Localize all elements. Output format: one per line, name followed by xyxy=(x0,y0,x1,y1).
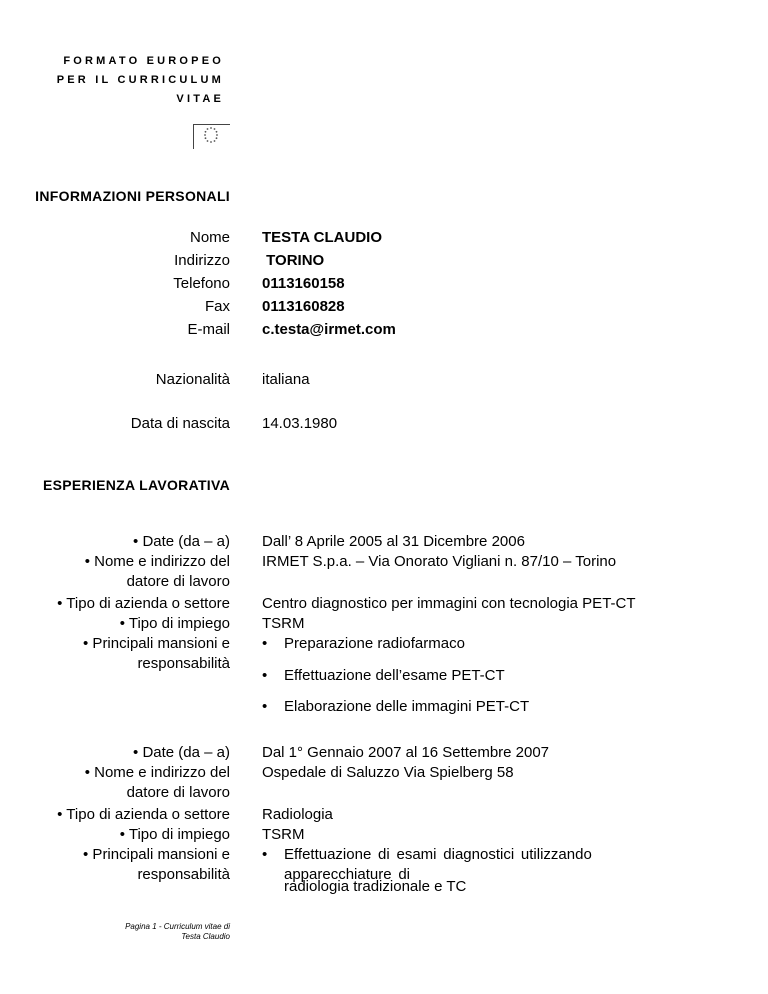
entry1-sector: Centro diagnostico per immagini con tecnologia PET-CT xyxy=(262,595,636,612)
label-employer-1a: • Nome e indirizzo del xyxy=(84,553,230,570)
label-address: Indirizzo xyxy=(174,252,230,269)
entry2-sector: Radiologia xyxy=(262,806,333,823)
entry1-duty-1: Preparazione radiofarmaco xyxy=(284,635,465,652)
label-date-2: • Date (da – a) xyxy=(133,744,230,761)
list-item xyxy=(262,634,702,654)
cv-format-title-line2: PER IL CURRICULUM xyxy=(56,74,224,86)
cv-format-title-line1: FORMATO EUROPEO xyxy=(63,55,224,67)
section-title-experience xyxy=(43,477,230,493)
value-birth-date: 14.03.1980 xyxy=(262,415,338,432)
value-name: TESTA CLAUDIO xyxy=(262,229,382,246)
label-job-type-2: • Tipo di impiego xyxy=(119,826,230,843)
bullet-icon: • xyxy=(262,667,268,684)
label-duties-1b: responsabilità xyxy=(137,655,230,672)
entry2-date: Dal 1° Gennaio 2007 al 16 Settembre 2007 xyxy=(262,744,550,761)
value-email: c.testa@irmet.com xyxy=(262,321,396,338)
entry1-employer: IRMET S.p.a. – Via Onorato Vigliani n. 87/10 – Torino xyxy=(262,553,617,570)
eu-stars-icon xyxy=(194,125,224,147)
bullet-icon: • xyxy=(262,846,268,863)
value-address: TORINO xyxy=(262,252,325,269)
label-duties-2b: responsabilità xyxy=(137,866,230,883)
value-phone: 0113160158 xyxy=(262,275,345,292)
entry2-job-type: TSRM xyxy=(262,826,305,843)
entry1-duty-3: Elaborazione delle immagini PET-CT xyxy=(284,698,530,715)
label-duties-1a: • Principali mansioni e xyxy=(83,635,230,652)
label-name: Nome xyxy=(189,229,230,246)
entry1-job-type: TSRM xyxy=(262,615,305,632)
label-sector-1: • Tipo di azienda o settore xyxy=(57,595,230,612)
value-nationality: italiana xyxy=(262,371,310,388)
label-phone: Telefono xyxy=(173,275,230,292)
bullet-icon: • xyxy=(262,698,268,715)
value-fax: 0113160828 xyxy=(262,298,345,315)
label-duties-2a: • Principali mansioni e xyxy=(83,846,230,863)
entry1-date: Dall’ 8 Aprile 2005 al 31 Dicembre 2006 xyxy=(262,533,525,550)
cv-format-title-line3: VITAE xyxy=(176,93,224,105)
label-job-type-1: • Tipo di impiego xyxy=(119,615,230,632)
label-birth-date: Data di nascita xyxy=(130,415,230,432)
section-title-text: ESPERIENZA LAVORATIVA xyxy=(42,477,230,493)
label-fax: Fax xyxy=(204,298,230,315)
label-nationality: Nazionalità xyxy=(155,371,230,388)
label-date-1: • Date (da – a) xyxy=(133,533,230,550)
list-item xyxy=(262,697,702,717)
entry2-employer: Ospedale di Saluzzo Via Spielberg 58 xyxy=(262,764,514,781)
label-employer-2a: • Nome e indirizzo del xyxy=(84,764,230,781)
list-item xyxy=(262,666,702,686)
entry1-duty-2: Effettuazione dell’esame PET-CT xyxy=(284,667,505,684)
section-title-text: INFORMAZIONI PERSONALI xyxy=(35,188,230,204)
label-employer-1b: datore di lavoro xyxy=(126,573,230,590)
footer-line2: Testa Claudio xyxy=(181,932,230,941)
section-title-personal xyxy=(35,188,230,204)
entry2-duty-1-line1: Effettuazione di esami diagnostici utilizzando apparecchiature di xyxy=(284,846,592,883)
bullet-icon: • xyxy=(262,635,268,652)
entry2-duty-1-line2: radiologia tradizionale e TC xyxy=(284,878,467,895)
footer-line1: Pagina 1 - Curriculum vitae di xyxy=(125,922,230,931)
label-sector-2: • Tipo di azienda o settore xyxy=(57,806,230,823)
eu-logo xyxy=(193,124,230,149)
label-employer-2b: datore di lavoro xyxy=(126,784,230,801)
label-email: E-mail xyxy=(187,321,230,338)
